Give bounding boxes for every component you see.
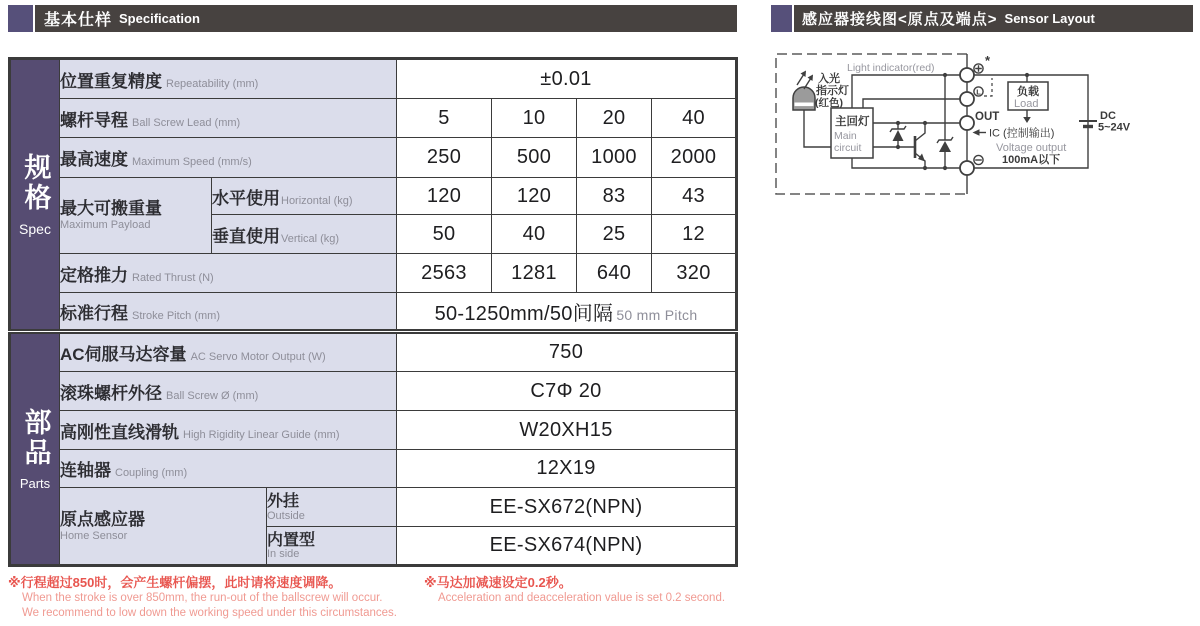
emitter-arrowhead: [918, 154, 925, 162]
spec-header-title-en: Specification: [119, 11, 200, 26]
light-zh-1: 入光: [818, 73, 840, 85]
table-row: [10, 411, 737, 450]
led-band: [795, 103, 814, 107]
spec-header-title-zh: 基本仕样: [44, 12, 113, 29]
row-label-screw: 滚珠螺杆外径 Ball Screw Ø (mm): [60, 372, 397, 411]
row-label-coupling: 连轴器 Coupling (mm): [60, 450, 397, 488]
table-row: [10, 332, 737, 372]
value-horizontal-2: 120: [492, 178, 577, 215]
sensor-wiring-diagram: [770, 40, 1150, 200]
purple-accent-square: [771, 5, 794, 32]
voltage-output-label: Voltage output: [996, 142, 1067, 154]
table-row: [10, 293, 737, 332]
terminal-out: [960, 116, 974, 130]
table-row: [10, 178, 737, 215]
value-thrust-3: 640: [577, 254, 652, 293]
junction-dot: [896, 121, 900, 125]
value-vertical-1: 50: [397, 215, 492, 254]
plus-sign: [975, 65, 982, 72]
l-symbol-letter: L: [976, 87, 981, 97]
dc-label: DC: [1100, 110, 1116, 122]
row-label-guide: 高刚性直线滑轨 High Rigidity Linear Guide (mm): [60, 411, 397, 450]
light-indicator-label: Light indicator(red): [847, 62, 935, 74]
value-speed-3: 1000: [577, 138, 652, 178]
purple-accent-square: [8, 5, 35, 32]
light-zh-2: 指示灯: [816, 85, 849, 97]
ic-label: IC (控制输出): [989, 127, 1055, 140]
terminal-plus: [960, 68, 974, 82]
asterisk: *: [985, 53, 991, 68]
row-label-payload: 最大可搬重量 Maximum Payload: [60, 178, 212, 254]
value-coupling: 12X19: [397, 450, 737, 488]
value-speed-4: 2000: [652, 138, 737, 178]
out-label: OUT: [975, 111, 1000, 123]
row-label-payload-vertical: 垂直使用Vertical (kg): [212, 215, 397, 254]
row-label-repeatability: 位置重复精度 Repeatability (mm): [60, 59, 397, 99]
value-sensor-inside: EE-SX674(NPN): [397, 527, 737, 566]
led-indicator-icon: [793, 87, 815, 110]
value-lead-4: 40: [652, 99, 737, 138]
table-row: [10, 254, 737, 293]
light-zh-3: (红色): [815, 97, 843, 109]
junction-dot: [943, 166, 947, 170]
junction-dot: [923, 121, 927, 125]
row-label-sensor-outside: 外挂 Outside: [267, 488, 397, 527]
row-label-thrust: 定格推力 Rated Thrust (N): [60, 254, 397, 293]
load-current-arrowhead: [1023, 117, 1031, 123]
table-row: [10, 372, 737, 411]
zener-diode-icon: [893, 130, 904, 141]
value-lead-3: 20: [577, 99, 652, 138]
current-limit-label: 100mA以下: [1002, 154, 1061, 166]
footnote-stroke-warning: ※行程超过850时，会产生螺杆偏摆，此时请将速度调降。 When the stroke is over 850mm, the run-out of the ballscrew will occur. We recommend to low down the working speed under this circumstances.: [8, 575, 397, 619]
value-thrust-4: 320: [652, 254, 737, 293]
value-vertical-3: 25: [577, 215, 652, 254]
value-thrust-1: 2563: [397, 254, 492, 293]
load-label-zh: 负载: [1017, 86, 1039, 98]
value-speed-2: 500: [492, 138, 577, 178]
specification-table: [8, 57, 738, 567]
value-stroke: 50-1250mm/50间隔 50 mm Pitch: [397, 293, 737, 332]
row-label-motor: AC伺服马达容量 AC Servo Motor Output (W): [60, 332, 397, 372]
main-circuit-label-en2: circuit: [834, 142, 862, 154]
value-vertical-4: 12: [652, 215, 737, 254]
sensor-header-title-zh: 感应器接线图<原点及端点>: [802, 11, 998, 28]
table-row: [10, 450, 737, 488]
sidebar-section-spec: [10, 59, 60, 332]
value-horizontal-4: 43: [652, 178, 737, 215]
footnote-acceleration: ※马达加减速设定0.2秒。 Acceleration and deacceleration value is set 0.2 second.: [424, 575, 726, 604]
value-lead-2: 10: [492, 99, 577, 138]
sidebar-section-parts: [10, 332, 60, 566]
row-label-payload-horizontal: 水平使用Horizontal (kg): [212, 178, 397, 215]
junction-dot: [923, 166, 927, 170]
light-ray-icon: [797, 74, 804, 85]
sidebar-spec-label-zh: 规格: [20, 152, 51, 213]
value-speed-1: 250: [397, 138, 492, 178]
terminal-minus: [960, 161, 974, 175]
junction-dot: [943, 73, 947, 77]
value-horizontal-1: 120: [397, 178, 492, 215]
main-circuit-label-zh: 主回灯: [835, 116, 870, 128]
value-thrust-2: 1281: [492, 254, 577, 293]
value-motor: 750: [397, 332, 737, 372]
transistor-collector: [915, 123, 925, 141]
value-sensor-outside: EE-SX672(NPN): [397, 488, 737, 527]
junction-dot: [896, 145, 900, 149]
value-screw: C7Φ 20: [397, 372, 737, 411]
terminal-light: [960, 92, 974, 106]
ic-arrowhead: [973, 129, 980, 135]
main-circuit-label-en1: Main: [834, 130, 857, 142]
value-repeatability: ±0.01: [397, 59, 737, 99]
sensor-layout-section-header: [771, 5, 1193, 32]
value-vertical-2: 40: [492, 215, 577, 254]
table-row: [10, 59, 737, 99]
sidebar-spec-label-en: Spec: [19, 220, 51, 237]
row-label-home-sensor: 原点感应器 Home Sensor: [60, 488, 267, 566]
load-label-en: Load: [1014, 98, 1039, 110]
table-row: [10, 99, 737, 138]
row-label-lead: 螺杆导程 Ball Screw Lead (mm): [60, 99, 397, 138]
dc-voltage-label: 5~24V: [1098, 121, 1131, 134]
sidebar-parts-label-en: Parts: [19, 475, 51, 491]
row-label-speed: 最高速度 Maximum Speed (mm/s): [60, 138, 397, 178]
sensor-header-title-en: Sensor Layout: [1004, 11, 1095, 26]
table-row: [10, 488, 737, 527]
led-lead-wire: [804, 110, 831, 147]
sidebar-parts-label-zh: 部品: [20, 407, 51, 468]
wire-plus-internal: [852, 75, 960, 108]
value-lead-1: 5: [397, 99, 492, 138]
table-row: [10, 138, 737, 178]
row-label-stroke: 标准行程 Stroke Pitch (mm): [60, 293, 397, 332]
value-guide: W20XH15: [397, 411, 737, 450]
spec-section-header: [8, 5, 737, 32]
value-horizontal-3: 83: [577, 178, 652, 215]
row-label-sensor-inside: 内置型 In side: [267, 527, 397, 566]
zener-diode-icon: [939, 141, 951, 152]
light-option-dashed-wire: [984, 78, 992, 96]
